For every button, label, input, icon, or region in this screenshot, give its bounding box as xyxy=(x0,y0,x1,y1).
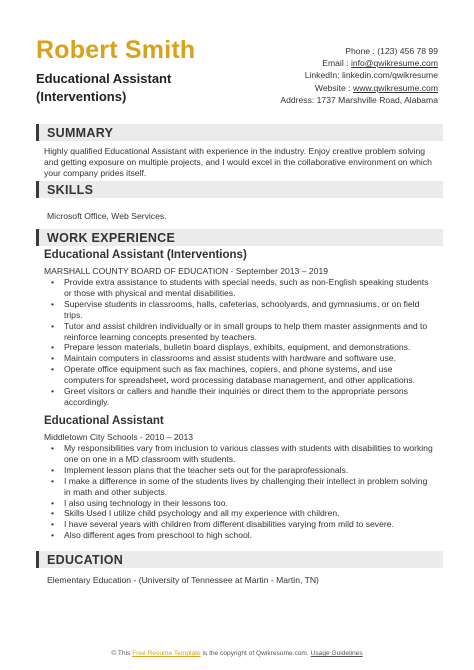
list-item: • Supervise students in classrooms, halls, cafeterias, schoolyards, and gymnasiums, or on field trips. xyxy=(44,299,434,321)
work-experience-heading: WORK EXPERIENCE xyxy=(47,231,176,245)
list-item: • My responsibilities vary from inclusion to various classes with students with disabilities to working one on one in a MD classroom with students. xyxy=(44,443,434,465)
contact-email: Email : info@qwikresume.com xyxy=(322,58,438,69)
job-1-title: Educational Assistant (Interventions) xyxy=(44,249,247,261)
list-item: • Also different ages from preschool to high school. xyxy=(44,530,434,541)
skills-text: Microsoft Office, Web Services. xyxy=(47,211,167,221)
job-2-bullets xyxy=(44,443,434,541)
contact-website: Website : www.qwikresume.com xyxy=(314,82,438,93)
list-item: • Maintain computers in classrooms and assist students with hardware and software use. xyxy=(44,353,434,364)
list-item: • I also using technology in their lessons too. xyxy=(44,498,434,509)
list-item: • I make a difference in some of the students lives by challenging their intellect in problem solving in math and other subjects. xyxy=(44,476,434,498)
list-item: • Greet visitors or callers and handle their inquiries or direct them to the appropriate persons accordingly. xyxy=(44,386,434,408)
list-item: • Tutor and assist children individually or in small groups to help them master assignments and to reinforce learning concepts presented by teachers. xyxy=(44,321,434,343)
resume-job-title xyxy=(36,70,236,106)
education-section-header xyxy=(36,551,443,568)
summary-text: Highly qualified Educational Assistant with experience in the industry. Enjoy creative problem solving and getting exposure on multiple projects, and I would excel in the collaborative environment on which your company prides itself. xyxy=(44,146,432,178)
job-2-company: Middletown City Schools - 2010 – 2013 xyxy=(44,432,194,442)
job-title-line-1: Educational Assistant xyxy=(36,71,172,86)
list-item: • Implement lesson plans that the teacher sets out for the paraprofessionals. xyxy=(44,465,434,476)
work-experience-section-header xyxy=(36,229,443,246)
list-item: • Prepare lesson materials, bulletin board displays, exhibits, equipment, and demonstrations. xyxy=(44,342,434,353)
contact-linkedin: LinkedIn: linkedin.com/qwikresume xyxy=(304,70,438,81)
list-item: • I have several years with children from different disabilities varying from mild to severe. xyxy=(44,519,434,530)
job-title-line-2: (Interventions) xyxy=(36,89,127,104)
job-1-bullets xyxy=(44,277,434,408)
job-1-company: MARSHALL COUNTY BOARD OF EDUCATION - September 2013 – 2019 xyxy=(44,266,329,276)
list-item: • Operate office equipment such as fax machines, copiers, and phone systems, and use computers for spreadsheet, word processing database management, and other applications. xyxy=(44,364,434,386)
education-heading: EDUCATION xyxy=(47,553,124,567)
skills-heading: SKILLS xyxy=(47,183,94,197)
footer: © This Free Resume Template is the copyright of Qwikresume.com. Usage Guidelines xyxy=(111,650,363,657)
summary-heading: SUMMARY xyxy=(47,126,114,140)
usage-guidelines-link[interactable]: Usage Guidelines xyxy=(310,650,363,657)
list-item: • Provide extra assistance to students with special needs, such as non-English speaking students or those with physical and mental disabilities. xyxy=(44,277,434,299)
list-item: • Skills Used I utilize child psychology and all my experience with children. xyxy=(44,508,434,519)
email-link[interactable]: info@qwikresume.com xyxy=(350,58,438,69)
skills-section-header xyxy=(36,181,443,198)
contact-phone: Phone : (123) 456 78 99 xyxy=(345,46,438,56)
website-link[interactable]: www.qwikresume.com xyxy=(352,82,438,93)
free-resume-template-link[interactable]: Free Resume Template xyxy=(132,650,201,657)
education-text: Elementary Education - (University of Tennessee at Martin - Martin, TN) xyxy=(47,575,319,585)
summary-section-header xyxy=(36,124,443,141)
job-2-title: Educational Assistant xyxy=(44,415,164,427)
contact-block xyxy=(280,45,438,106)
resume-name: Robert Smith xyxy=(36,36,196,64)
contact-address: Address: 1737 Marshville Road, Alabama xyxy=(280,94,438,105)
